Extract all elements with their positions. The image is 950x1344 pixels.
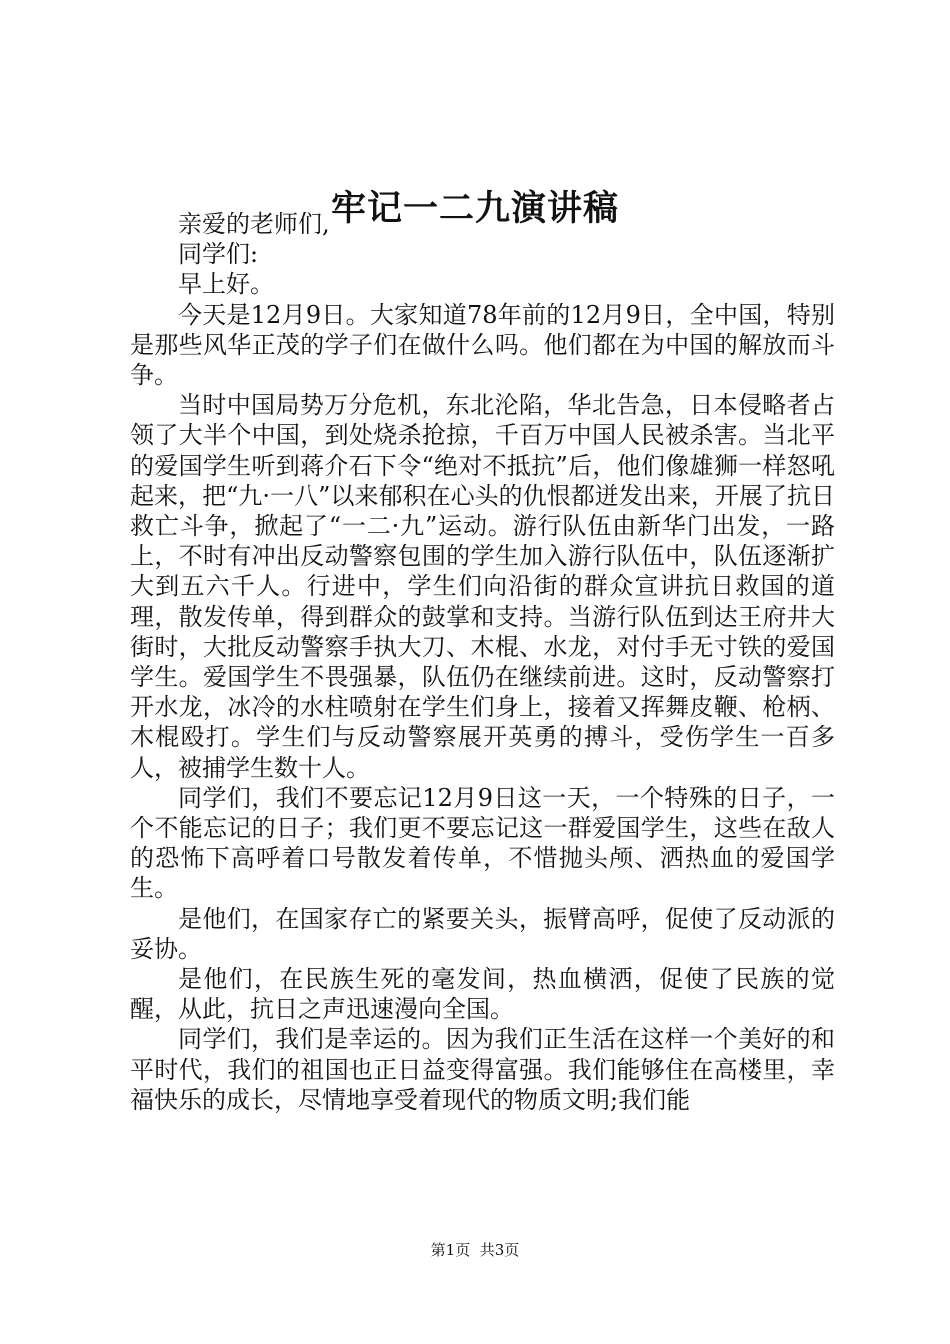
paragraph: 今天是12月9日。大家知道78年前的12月9日，全中国，特别是那些风华正茂的学子们在做什么吗。他们都在为中国的解放而斗争。 [130,300,835,390]
salutation-students: 同学们: [178,240,259,269]
salutation-teachers: 亲爱的老师们, [178,210,330,238]
page-number: 第1页 [430,1241,471,1259]
paragraph: 当时中国局势万分危机，东北沦陷，华北告急，日本侵略者占领了大半个中国，到处烧杀抢掠，千百万中国人民被杀害。当北平的爱国学生听到蒋介石下令“绝对不抵抗”后，他们像雄狮一样怒吼起来，把“九·一八”以来郁积在心头的仇恨都迸发出来，开展了抗日救亡斗争，掀起了“一二·九”运动。游行队伍由新华门出发，一路上，不时有冲出反动警察包围的学生加入游行队伍中，队伍逐渐扩大到五六千人。行进中，学生们向沿街的群众宣讲抗日救国的道理，散发传单，得到群众的鼓掌和支持。当游行队伍到达王府井大街时，大批反动警察手执大刀、木棍、水龙，对付手无寸铁的爱国学生。爱国学生不畏强暴，队伍仍在继续前进。这时，反动警察打开水龙，冰冷的水柱喷射在学生们身上，接着又挥舞皮鞭、枪柄、木棍殴打。学生们与反动警察展开英勇的搏斗，受伤学生一百多人，被捕学生数十人。 [130,391,835,782]
paragraph: 是他们，在国家存亡的紧要关头，振臂高呼，促使了反动派的妥协。 [130,904,835,963]
paragraph: 同学们，我们不要忘记12月9日这一天，一个特殊的日子，一个不能忘记的日子；我们更不要忘记这一群爱国学生，这些在敌人的恐怖下高呼着口号散发着传单，不惜抛头颅、洒热血的爱国学生。 [130,783,835,903]
document-body [130,209,835,1115]
page-total: 共3页 [479,1241,520,1259]
paragraph: 是他们，在民族生死的毫发间，热血横洒，促使了民族的觉醒，从此，抗日之声迅速漫向全国。 [130,965,835,1024]
document-title: 牢记一二九演讲稿 [330,188,619,229]
greeting: 早上好。 [178,270,274,299]
paragraph: 同学们，我们是幸运的。因为我们正生活在这样一个美好的和平时代，我们的祖国也正日益变得富强。我们能够住在高楼里，幸福快乐的成长，尽情地享受着现代的物质文明;我们能 [130,1025,835,1114]
page-footer [0,1240,950,1260]
